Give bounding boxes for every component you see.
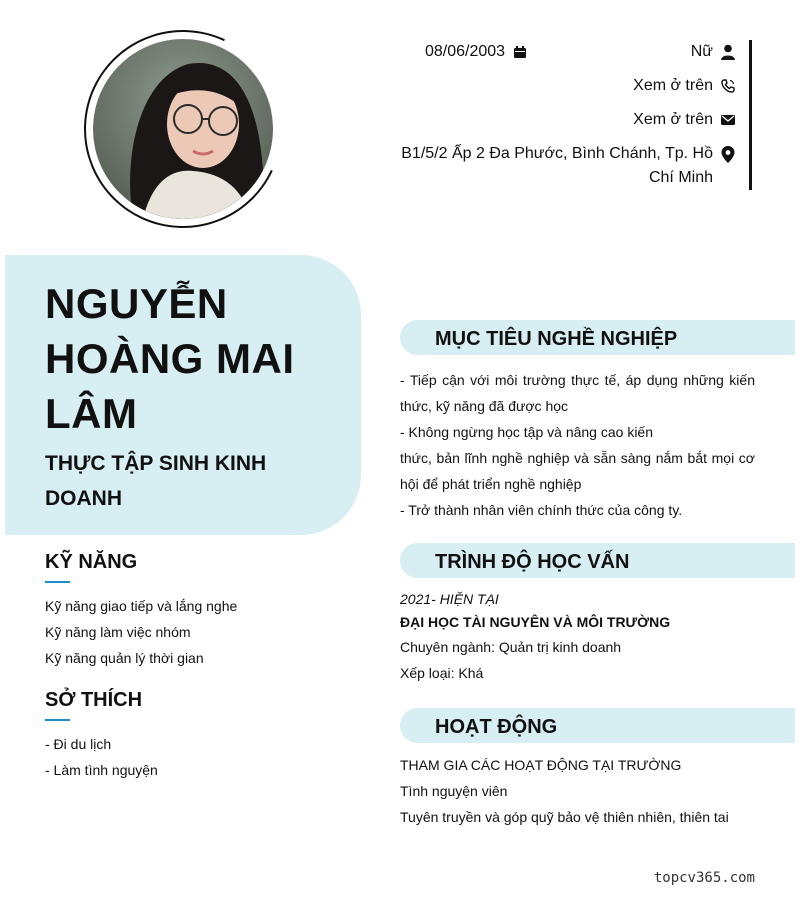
list-item: Kỹ năng quản lý thời gian [45,650,204,666]
skills-title: KỸ NĂNG [45,551,138,573]
list-item: Kỹ năng giao tiếp và lắng nghe [45,598,238,614]
list-item: - Làm tình nguyện [45,762,158,778]
envelope-icon [719,108,737,132]
activity-line: THAM GIA CÁC HOẠT ĐỘNG TẠI TRƯỜNG [400,757,682,773]
skills-underline [45,581,70,583]
job-title: THỰC TẬP SINH KINH DOANH [45,452,267,510]
location-pin-icon [719,142,737,166]
user-icon [719,40,737,64]
hobbies-underline [45,719,70,721]
education-rank: Xếp loại: Khá [400,665,484,681]
email-text: Xem ở trên [633,111,713,128]
education-school: ĐẠI HỌC TÀI NGUYÊN VÀ MÔI TRƯỜNG [400,614,671,630]
activities-title: HOẠT ĐỘNG [435,716,558,738]
career-line: thức, bản lĩnh nghề nghiệp và sẵn sàng nắm bắt mọi cơ hội để phát triển nghề nghiệp [400,450,755,492]
name-line-1: NGUYỄN [45,280,228,327]
contact-info [357,40,752,190]
list-item: - Đi du lịch [45,736,112,752]
list-item: Kỹ năng làm việc nhóm [45,624,191,640]
career-text [400,367,755,523]
education-major: Chuyên ngành: Quản trị kinh doanh [400,639,622,655]
full-name [45,276,345,441]
phone-text: Xem ở trên [633,77,713,94]
birthdate-text: 08/06/2003 [425,43,506,60]
phone-icon [719,74,737,98]
activities-details [400,752,780,830]
footer-watermark: topcv365.com [653,870,755,886]
skills-section [45,551,345,671]
education-period: 2021- HIỆN TẠI [400,591,499,607]
name-line-3: LÂM [45,390,138,437]
education-details [400,588,755,686]
name-line-2: HOÀNG MAI [45,335,295,382]
calendar-icon [511,40,529,64]
career-title: MỤC TIÊU NGHỀ NGHIỆP [435,328,678,350]
activity-line: Tình nguyện viên [400,783,508,799]
gender-text: Nữ [690,43,713,60]
education-title: TRÌNH ĐỘ HỌC VẤN [435,551,630,573]
activity-line: Tuyên truyền và góp quỹ bảo vệ thiên nhiên, thiên tai [400,809,729,825]
hobbies-section [45,689,345,783]
address-text: B1/5/2 Ấp 2 Đa Phước, Bình Chánh, Tp. Hồ Chí Minh [401,145,713,186]
career-line: - Tiếp cận với môi trường thực tế, áp dụng những kiến thức, kỹ năng đã được học [400,372,755,414]
career-line: - Trở thành nhân viên chính thức của công ty. [400,502,683,518]
career-line: - Không ngừng học tập và nâng cao kiến [400,424,653,440]
hobbies-title: SỞ THÍCH [45,689,143,711]
avatar [93,39,273,219]
